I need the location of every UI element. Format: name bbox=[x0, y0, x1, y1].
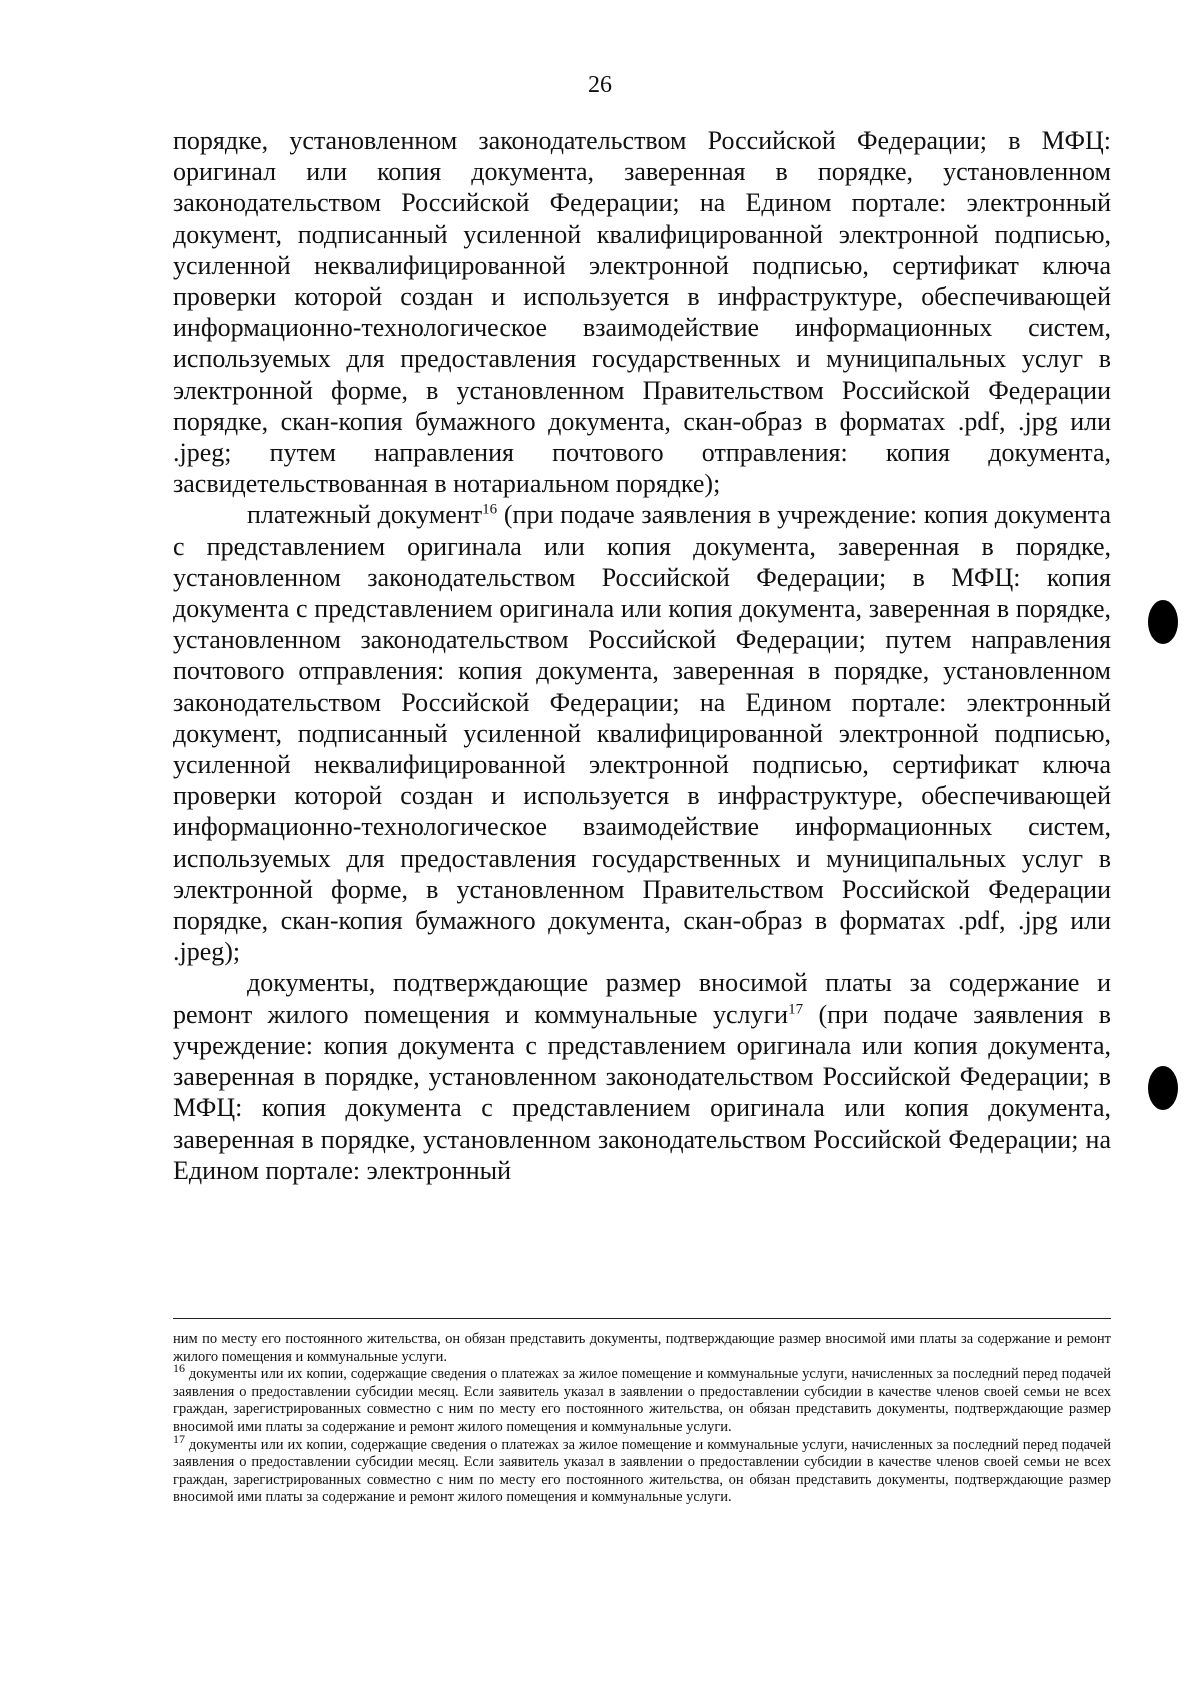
main-text bbox=[173, 125, 1111, 1186]
paragraph-text: платежный документ bbox=[247, 500, 483, 530]
footnote-continued: ним по месту его постоянного жительства, он обязан представить документы, подтверждающие размер вносимой ими платы за содержание и ремонт жилого помещения и коммунальные услуги. bbox=[173, 1331, 1111, 1365]
paragraph-text: документы, подтверждающие размер вносимой платы за содержание и ремонт жилого помещения и коммунальные услуги bbox=[173, 968, 1111, 1029]
footnote-marker-16: 16 bbox=[173, 1361, 185, 1376]
footnote-ref-17: 17 bbox=[788, 1001, 804, 1018]
footnote-text: документы или их копии, содержащие сведения о платежах за жилое помещение и коммунальные услуги, начисленных за последний перед подачей заявления о предоставлении субсидии месяц. Если заявитель указал в заявлении о предоставлении субсидии в качестве членов своей семьи не всех граждан, зарегистрированных совместно с ним по месту его постоянного жительства, он обязан представить документы, подтверждающие размер вносимой ими платы за содержание и ремонт жилого помещения и коммунальные услуги. bbox=[173, 1366, 1111, 1435]
punch-hole bbox=[1148, 600, 1178, 644]
footnote-marker-17: 17 bbox=[173, 1431, 185, 1446]
footnote-16 bbox=[173, 1361, 1111, 1436]
paragraph-continuation: порядке, установленном законодательством Российской Федерации; в МФЦ: оригинал или копия документа, заверенная в порядке, установленном законодательством Российской Федерации; на Едином портале: электронный документ, подписанный усиленной квалифицированной электронной подписью, усиленной неквалифицированной электронной подписью, сертификат ключа проверки которой создан и используется в инфраструктуре, обеспечивающей информационно-технологическое взаимодействие информационных систем, используемых для предоставления государственных и муниципальных услуг в электронной форме, в установленном Правительством Российской Федерации порядке, скан-копия бумажного документа, скан-образ в форматах .pdf, .jpg или .jpeg; путем направления почтового отправления: копия документа, засвидетельствованная в нотариальном порядке); bbox=[173, 126, 1111, 499]
paragraph-text: (при подаче заявления в учреждение: копия документа с представлением оригинала или копия документа, заверенная в порядке, установленном законодательством Российской Федерации; в МФЦ: копия документа с представлением оригинала или копия документа, заверенная в порядке, установленном законодательством Российской Федерации; путем направления почтового отправления: копия документа, заверенная в порядке, установленном законодательством Российской Федерации; на Едином портале: электронный документ, подписанный усиленной квалифицированной электронной подписью, усиленной неквалифицированной электронной подписью, сертификат ключа проверки которой создан и используется в инфраструктуре, обеспечивающей информационно-технологическое взаимодействие информационных систем, используемых для предоставления государственных и муниципальных услуг в электронной форме, в установленном Правительством Российской Федерации порядке, скан-копия бумажного документа, скан-образ в форматах .pdf, .jpg или .jpeg); bbox=[173, 500, 1112, 967]
punch-hole bbox=[1148, 1066, 1178, 1110]
footnote-17 bbox=[173, 1431, 1111, 1507]
footnote-separator bbox=[173, 1318, 1111, 1319]
paragraph-fee-documents bbox=[173, 967, 1111, 1185]
page-number: 26 bbox=[588, 72, 612, 98]
paragraph-payment-document bbox=[173, 499, 1111, 967]
footnote-text: документы или их копии, содержащие сведения о платежах за жилое помещение и коммунальные услуги, начисленных за последний перед подачей заявления о предоставлении субсидии месяц. Если заявитель указал в заявлении о предоставлении субсидии в качестве членов своей семьи не всех граждан, зарегистрированных совместно с ним по месту его постоянного жительства, он обязан представить документы, подтверждающие размер вносимой ими платы за содержание и ремонт жилого помещения и коммунальные услуги. bbox=[173, 1436, 1111, 1506]
paragraph-text: (при подаче заявления в учреждение: копия документа с представлением оригинала или копия документа, заверенная в порядке, установленном законодательством Российской Федерации; в МФЦ: копия документа с представлением оригинала или копия документа, заверенная в порядке, установленном законодательством Российской Федерации; на Едином портале: электронный bbox=[173, 999, 1111, 1185]
footnotes bbox=[173, 1331, 1111, 1507]
footnote-ref-16: 16 bbox=[482, 501, 498, 518]
